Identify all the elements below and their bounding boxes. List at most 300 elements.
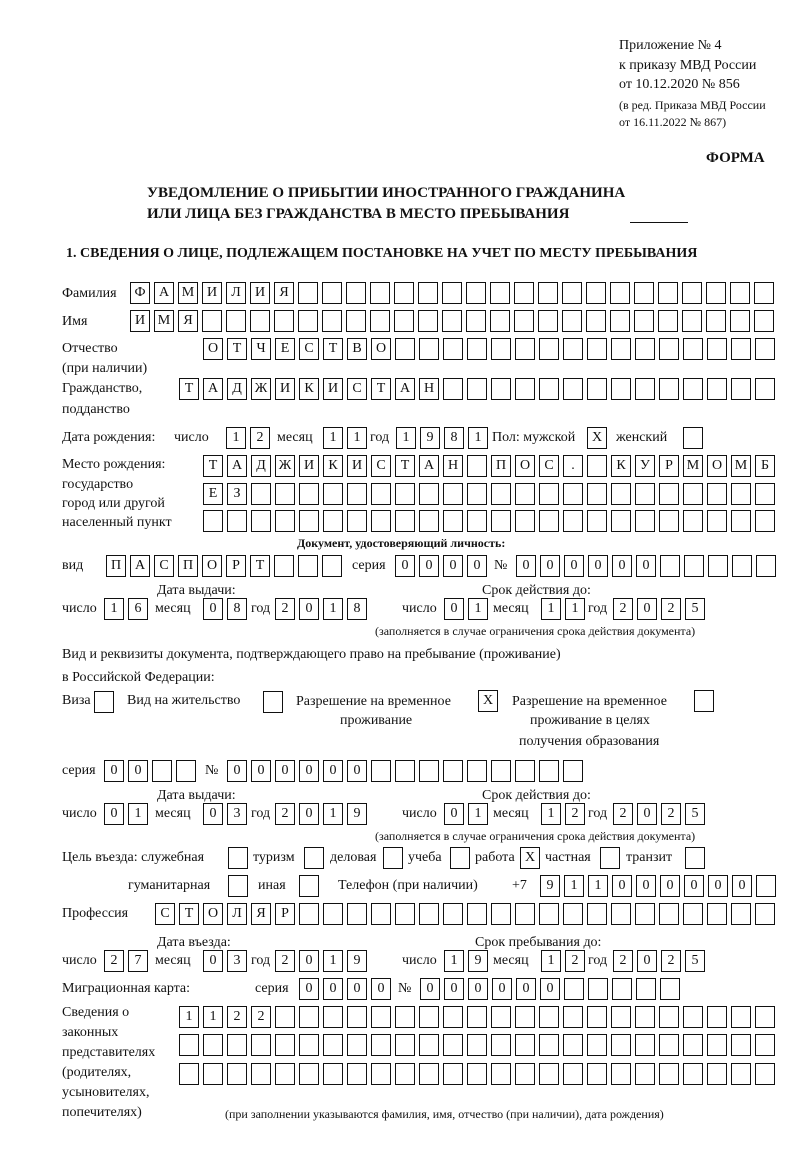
char-box[interactable] bbox=[610, 282, 630, 304]
char-box[interactable] bbox=[755, 903, 775, 925]
char-box[interactable]: К bbox=[299, 378, 319, 400]
char-box[interactable] bbox=[563, 1063, 583, 1085]
char-box[interactable] bbox=[611, 378, 631, 400]
char-box[interactable] bbox=[539, 483, 559, 505]
char-box[interactable] bbox=[226, 310, 246, 332]
char-box[interactable]: 0 bbox=[444, 598, 464, 620]
char-box[interactable] bbox=[635, 378, 655, 400]
char-box[interactable] bbox=[299, 903, 319, 925]
char-box[interactable]: Н bbox=[419, 378, 439, 400]
char-box[interactable]: 0 bbox=[636, 555, 656, 577]
char-box[interactable] bbox=[347, 1034, 367, 1056]
char-box[interactable] bbox=[612, 978, 632, 1000]
char-box[interactable]: 1 bbox=[565, 598, 585, 620]
birthplace-field-2[interactable] bbox=[203, 483, 779, 505]
char-box[interactable] bbox=[659, 338, 679, 360]
char-box[interactable] bbox=[562, 282, 582, 304]
char-box[interactable] bbox=[94, 691, 114, 713]
char-box[interactable]: Т bbox=[179, 903, 199, 925]
char-box[interactable] bbox=[395, 510, 415, 532]
char-box[interactable] bbox=[611, 510, 631, 532]
char-box[interactable]: 0 bbox=[444, 978, 464, 1000]
char-box[interactable] bbox=[635, 338, 655, 360]
id-issue-day[interactable] bbox=[104, 598, 152, 620]
char-box[interactable]: Т bbox=[371, 378, 391, 400]
char-box[interactable] bbox=[443, 483, 463, 505]
char-box[interactable]: Я bbox=[274, 282, 294, 304]
char-box[interactable] bbox=[754, 310, 774, 332]
char-box[interactable]: М bbox=[731, 455, 751, 477]
char-box[interactable] bbox=[562, 310, 582, 332]
char-box[interactable] bbox=[323, 1063, 343, 1085]
char-box[interactable] bbox=[611, 483, 631, 505]
char-box[interactable]: 1 bbox=[347, 427, 367, 449]
char-box[interactable]: 1 bbox=[226, 427, 246, 449]
char-box[interactable]: 1 bbox=[323, 427, 343, 449]
char-box[interactable]: Я bbox=[178, 310, 198, 332]
char-box[interactable] bbox=[515, 1063, 535, 1085]
char-box[interactable] bbox=[419, 1006, 439, 1028]
char-box[interactable] bbox=[299, 483, 319, 505]
char-box[interactable]: 0 bbox=[636, 875, 656, 897]
char-box[interactable] bbox=[707, 1034, 727, 1056]
char-box[interactable] bbox=[755, 483, 775, 505]
char-box[interactable] bbox=[274, 555, 294, 577]
char-box[interactable]: 1 bbox=[444, 950, 464, 972]
char-box[interactable]: У bbox=[635, 455, 655, 477]
char-box[interactable] bbox=[683, 1034, 703, 1056]
char-box[interactable] bbox=[323, 903, 343, 925]
char-box[interactable] bbox=[563, 760, 583, 782]
char-box[interactable] bbox=[635, 903, 655, 925]
char-box[interactable]: 0 bbox=[203, 598, 223, 620]
char-box[interactable] bbox=[538, 310, 558, 332]
char-box[interactable] bbox=[323, 483, 343, 505]
char-box[interactable] bbox=[515, 338, 535, 360]
char-box[interactable] bbox=[467, 378, 487, 400]
char-box[interactable] bbox=[755, 1063, 775, 1085]
char-box[interactable] bbox=[251, 1063, 271, 1085]
char-box[interactable]: Е bbox=[275, 338, 295, 360]
char-box[interactable]: 0 bbox=[203, 950, 223, 972]
char-box[interactable]: З bbox=[227, 483, 247, 505]
char-box[interactable] bbox=[395, 1034, 415, 1056]
char-box[interactable] bbox=[467, 455, 487, 477]
char-box[interactable]: X bbox=[587, 427, 607, 449]
char-box[interactable] bbox=[706, 282, 726, 304]
char-box[interactable] bbox=[731, 903, 751, 925]
char-box[interactable] bbox=[491, 903, 511, 925]
char-box[interactable] bbox=[611, 903, 631, 925]
char-box[interactable] bbox=[419, 510, 439, 532]
char-box[interactable] bbox=[515, 483, 535, 505]
stay-until-month[interactable] bbox=[541, 950, 589, 972]
char-box[interactable]: 8 bbox=[347, 598, 367, 620]
char-box[interactable]: 1 bbox=[203, 1006, 223, 1028]
char-box[interactable]: 0 bbox=[588, 555, 608, 577]
char-box[interactable] bbox=[707, 338, 727, 360]
char-box[interactable] bbox=[152, 760, 172, 782]
char-box[interactable] bbox=[347, 903, 367, 925]
char-box[interactable]: 0 bbox=[467, 555, 487, 577]
char-box[interactable] bbox=[588, 978, 608, 1000]
char-box[interactable] bbox=[466, 310, 486, 332]
char-box[interactable] bbox=[683, 1006, 703, 1028]
char-box[interactable] bbox=[176, 760, 196, 782]
char-box[interactable]: 1 bbox=[468, 427, 488, 449]
char-box[interactable] bbox=[587, 378, 607, 400]
char-box[interactable]: 1 bbox=[468, 598, 488, 620]
char-box[interactable] bbox=[250, 310, 270, 332]
char-box[interactable] bbox=[299, 1006, 319, 1028]
char-box[interactable] bbox=[635, 1063, 655, 1085]
char-box[interactable]: X bbox=[520, 847, 540, 869]
char-box[interactable] bbox=[539, 378, 559, 400]
char-box[interactable] bbox=[659, 378, 679, 400]
char-box[interactable] bbox=[298, 282, 318, 304]
birth-day-field[interactable] bbox=[226, 427, 274, 449]
char-box[interactable] bbox=[587, 483, 607, 505]
char-box[interactable] bbox=[419, 1063, 439, 1085]
id-kind-field[interactable] bbox=[106, 555, 346, 577]
stay-valid-year[interactable] bbox=[613, 803, 709, 825]
char-box[interactable] bbox=[563, 378, 583, 400]
char-box[interactable]: 9 bbox=[420, 427, 440, 449]
char-box[interactable]: 0 bbox=[468, 978, 488, 1000]
char-box[interactable] bbox=[322, 555, 342, 577]
char-box[interactable] bbox=[754, 282, 774, 304]
char-box[interactable]: Р bbox=[226, 555, 246, 577]
char-box[interactable]: 9 bbox=[347, 803, 367, 825]
char-box[interactable] bbox=[635, 510, 655, 532]
char-box[interactable] bbox=[179, 1034, 199, 1056]
char-box[interactable]: 0 bbox=[371, 978, 391, 1000]
char-box[interactable]: Т bbox=[395, 455, 415, 477]
char-box[interactable]: И bbox=[275, 378, 295, 400]
char-box[interactable]: 0 bbox=[540, 555, 560, 577]
char-box[interactable]: 2 bbox=[275, 598, 295, 620]
char-box[interactable] bbox=[731, 510, 751, 532]
char-box[interactable] bbox=[731, 378, 751, 400]
char-box[interactable] bbox=[707, 903, 727, 925]
char-box[interactable]: Я bbox=[251, 903, 271, 925]
char-box[interactable]: М bbox=[683, 455, 703, 477]
char-box[interactable] bbox=[515, 760, 535, 782]
char-box[interactable]: 1 bbox=[588, 875, 608, 897]
char-box[interactable] bbox=[731, 1006, 751, 1028]
char-box[interactable] bbox=[322, 310, 342, 332]
char-box[interactable]: 1 bbox=[541, 950, 561, 972]
char-box[interactable] bbox=[660, 978, 680, 1000]
id-valid-month[interactable] bbox=[541, 598, 589, 620]
id-number-field[interactable] bbox=[516, 555, 780, 577]
char-box[interactable] bbox=[685, 847, 705, 869]
char-box[interactable] bbox=[683, 903, 703, 925]
char-box[interactable] bbox=[304, 847, 324, 869]
char-box[interactable] bbox=[443, 378, 463, 400]
char-box[interactable] bbox=[251, 510, 271, 532]
purpose-business-checkbox[interactable] bbox=[383, 847, 407, 869]
char-box[interactable] bbox=[275, 1034, 295, 1056]
char-box[interactable] bbox=[394, 310, 414, 332]
char-box[interactable] bbox=[179, 1063, 199, 1085]
char-box[interactable] bbox=[539, 760, 559, 782]
char-box[interactable] bbox=[347, 1006, 367, 1028]
char-box[interactable]: С bbox=[371, 455, 391, 477]
char-box[interactable]: 0 bbox=[128, 760, 148, 782]
char-box[interactable] bbox=[371, 483, 391, 505]
char-box[interactable] bbox=[587, 1034, 607, 1056]
char-box[interactable] bbox=[203, 1034, 223, 1056]
char-box[interactable] bbox=[395, 1063, 415, 1085]
char-box[interactable] bbox=[371, 1006, 391, 1028]
char-box[interactable]: 9 bbox=[347, 950, 367, 972]
purpose-private-checkbox[interactable] bbox=[600, 847, 624, 869]
char-box[interactable] bbox=[491, 378, 511, 400]
char-box[interactable]: 0 bbox=[299, 598, 319, 620]
char-box[interactable] bbox=[228, 847, 248, 869]
purpose-other-checkbox[interactable] bbox=[299, 875, 323, 897]
char-box[interactable] bbox=[635, 1034, 655, 1056]
char-box[interactable] bbox=[587, 1006, 607, 1028]
char-box[interactable]: 2 bbox=[661, 598, 681, 620]
female-checkbox[interactable] bbox=[683, 427, 707, 449]
char-box[interactable] bbox=[371, 903, 391, 925]
char-box[interactable]: 0 bbox=[660, 875, 680, 897]
char-box[interactable]: Р bbox=[275, 903, 295, 925]
char-box[interactable]: Т bbox=[179, 378, 199, 400]
char-box[interactable] bbox=[731, 1063, 751, 1085]
char-box[interactable] bbox=[395, 1006, 415, 1028]
char-box[interactable]: П bbox=[106, 555, 126, 577]
char-box[interactable] bbox=[611, 1006, 631, 1028]
char-box[interactable]: Ж bbox=[275, 455, 295, 477]
char-box[interactable]: . bbox=[563, 455, 583, 477]
stay-series-field[interactable] bbox=[104, 760, 200, 782]
char-box[interactable]: 1 bbox=[541, 803, 561, 825]
char-box[interactable] bbox=[610, 310, 630, 332]
char-box[interactable] bbox=[707, 1006, 727, 1028]
char-box[interactable] bbox=[371, 510, 391, 532]
char-box[interactable]: 8 bbox=[227, 598, 247, 620]
char-box[interactable]: 0 bbox=[444, 803, 464, 825]
char-box[interactable] bbox=[227, 510, 247, 532]
residence-checkbox[interactable] bbox=[263, 691, 287, 713]
char-box[interactable] bbox=[383, 847, 403, 869]
char-box[interactable] bbox=[611, 1063, 631, 1085]
stay-until-year[interactable] bbox=[613, 950, 709, 972]
char-box[interactable]: М bbox=[154, 310, 174, 332]
purpose-study-checkbox[interactable] bbox=[450, 847, 474, 869]
char-box[interactable] bbox=[730, 310, 750, 332]
char-box[interactable] bbox=[659, 1034, 679, 1056]
char-box[interactable]: А bbox=[203, 378, 223, 400]
char-box[interactable]: 0 bbox=[708, 875, 728, 897]
char-box[interactable] bbox=[707, 1063, 727, 1085]
representatives-field-3[interactable] bbox=[179, 1063, 779, 1085]
char-box[interactable] bbox=[635, 483, 655, 505]
char-box[interactable] bbox=[443, 338, 463, 360]
char-box[interactable] bbox=[682, 310, 702, 332]
representatives-field-2[interactable] bbox=[179, 1034, 779, 1056]
char-box[interactable]: Е bbox=[203, 483, 223, 505]
char-box[interactable]: 1 bbox=[323, 950, 343, 972]
char-box[interactable] bbox=[658, 282, 678, 304]
char-box[interactable]: П bbox=[178, 555, 198, 577]
char-box[interactable]: 0 bbox=[104, 760, 124, 782]
char-box[interactable]: С bbox=[155, 903, 175, 925]
char-box[interactable] bbox=[539, 338, 559, 360]
char-box[interactable] bbox=[515, 378, 535, 400]
char-box[interactable] bbox=[755, 1034, 775, 1056]
char-box[interactable] bbox=[514, 282, 534, 304]
char-box[interactable] bbox=[443, 510, 463, 532]
char-box[interactable] bbox=[634, 282, 654, 304]
id-issue-month[interactable] bbox=[203, 598, 251, 620]
char-box[interactable]: О bbox=[202, 555, 222, 577]
char-box[interactable]: 2 bbox=[251, 1006, 271, 1028]
trp-checkbox[interactable] bbox=[478, 690, 502, 712]
char-box[interactable]: Л bbox=[226, 282, 246, 304]
char-box[interactable] bbox=[466, 282, 486, 304]
char-box[interactable] bbox=[755, 338, 775, 360]
stay-valid-day[interactable] bbox=[444, 803, 492, 825]
char-box[interactable]: 1 bbox=[396, 427, 416, 449]
char-box[interactable]: 2 bbox=[661, 950, 681, 972]
char-box[interactable]: 0 bbox=[395, 555, 415, 577]
char-box[interactable] bbox=[467, 903, 487, 925]
char-box[interactable] bbox=[323, 1034, 343, 1056]
entry-month[interactable] bbox=[203, 950, 251, 972]
char-box[interactable]: А bbox=[419, 455, 439, 477]
char-box[interactable] bbox=[467, 760, 487, 782]
char-box[interactable]: О bbox=[203, 338, 223, 360]
char-box[interactable] bbox=[732, 555, 752, 577]
char-box[interactable]: 1 bbox=[323, 803, 343, 825]
char-box[interactable]: 0 bbox=[612, 875, 632, 897]
char-box[interactable]: 0 bbox=[637, 598, 657, 620]
char-box[interactable]: К bbox=[611, 455, 631, 477]
char-box[interactable] bbox=[450, 847, 470, 869]
char-box[interactable]: Л bbox=[227, 903, 247, 925]
citizenship-field[interactable] bbox=[179, 378, 779, 400]
char-box[interactable]: 3 bbox=[227, 803, 247, 825]
char-box[interactable]: О bbox=[707, 455, 727, 477]
char-box[interactable]: 0 bbox=[419, 555, 439, 577]
char-box[interactable]: В bbox=[347, 338, 367, 360]
char-box[interactable] bbox=[251, 483, 271, 505]
trp-edu-checkbox[interactable] bbox=[694, 690, 718, 712]
char-box[interactable]: 6 bbox=[128, 598, 148, 620]
char-box[interactable]: 0 bbox=[299, 760, 319, 782]
char-box[interactable] bbox=[731, 338, 751, 360]
char-box[interactable]: С bbox=[299, 338, 319, 360]
char-box[interactable] bbox=[707, 510, 727, 532]
char-box[interactable] bbox=[731, 1034, 751, 1056]
char-box[interactable]: Т bbox=[203, 455, 223, 477]
char-box[interactable] bbox=[467, 483, 487, 505]
char-box[interactable]: П bbox=[491, 455, 511, 477]
char-box[interactable] bbox=[491, 1063, 511, 1085]
char-box[interactable] bbox=[694, 690, 714, 712]
char-box[interactable] bbox=[514, 310, 534, 332]
char-box[interactable] bbox=[587, 1063, 607, 1085]
visa-checkbox[interactable] bbox=[94, 691, 118, 713]
char-box[interactable] bbox=[563, 1006, 583, 1028]
char-box[interactable] bbox=[202, 310, 222, 332]
char-box[interactable] bbox=[659, 510, 679, 532]
stay-valid-month[interactable] bbox=[541, 803, 589, 825]
char-box[interactable]: 5 bbox=[685, 803, 705, 825]
char-box[interactable] bbox=[227, 1063, 247, 1085]
char-box[interactable] bbox=[539, 1063, 559, 1085]
char-box[interactable]: 1 bbox=[128, 803, 148, 825]
char-box[interactable] bbox=[539, 903, 559, 925]
char-box[interactable] bbox=[491, 483, 511, 505]
char-box[interactable] bbox=[371, 1063, 391, 1085]
char-box[interactable] bbox=[515, 510, 535, 532]
char-box[interactable]: 2 bbox=[661, 803, 681, 825]
char-box[interactable]: 0 bbox=[516, 555, 536, 577]
char-box[interactable] bbox=[563, 338, 583, 360]
char-box[interactable]: 1 bbox=[104, 598, 124, 620]
char-box[interactable]: 0 bbox=[612, 555, 632, 577]
char-box[interactable] bbox=[683, 338, 703, 360]
id-series-field[interactable] bbox=[395, 555, 491, 577]
char-box[interactable]: 0 bbox=[275, 760, 295, 782]
char-box[interactable]: С bbox=[539, 455, 559, 477]
char-box[interactable]: Д bbox=[251, 455, 271, 477]
patronymic-field[interactable] bbox=[203, 338, 779, 360]
migration-series-field[interactable] bbox=[299, 978, 395, 1000]
representatives-field-1[interactable] bbox=[179, 1006, 779, 1028]
char-box[interactable] bbox=[371, 760, 391, 782]
char-box[interactable] bbox=[346, 310, 366, 332]
char-box[interactable] bbox=[539, 1006, 559, 1028]
char-box[interactable] bbox=[275, 510, 295, 532]
stay-until-day[interactable] bbox=[444, 950, 492, 972]
char-box[interactable]: 0 bbox=[347, 760, 367, 782]
char-box[interactable]: 2 bbox=[613, 950, 633, 972]
char-box[interactable]: А bbox=[130, 555, 150, 577]
char-box[interactable] bbox=[395, 903, 415, 925]
birthplace-field-3[interactable] bbox=[203, 510, 779, 532]
char-box[interactable] bbox=[323, 510, 343, 532]
id-valid-year[interactable] bbox=[613, 598, 709, 620]
purpose-humanitarian-checkbox[interactable] bbox=[228, 875, 252, 897]
char-box[interactable]: 3 bbox=[227, 950, 247, 972]
char-box[interactable] bbox=[755, 510, 775, 532]
char-box[interactable] bbox=[419, 1034, 439, 1056]
char-box[interactable]: Р bbox=[659, 455, 679, 477]
char-box[interactable] bbox=[299, 875, 319, 897]
phone-field[interactable] bbox=[540, 875, 780, 897]
name-field[interactable] bbox=[130, 310, 778, 332]
char-box[interactable] bbox=[634, 310, 654, 332]
char-box[interactable] bbox=[394, 282, 414, 304]
char-box[interactable]: Ф bbox=[130, 282, 150, 304]
char-box[interactable] bbox=[587, 510, 607, 532]
char-box[interactable] bbox=[443, 760, 463, 782]
char-box[interactable] bbox=[491, 338, 511, 360]
profession-field[interactable] bbox=[155, 903, 779, 925]
char-box[interactable] bbox=[442, 282, 462, 304]
char-box[interactable] bbox=[707, 378, 727, 400]
char-box[interactable] bbox=[756, 555, 776, 577]
char-box[interactable]: 0 bbox=[684, 875, 704, 897]
char-box[interactable] bbox=[491, 510, 511, 532]
char-box[interactable] bbox=[683, 510, 703, 532]
